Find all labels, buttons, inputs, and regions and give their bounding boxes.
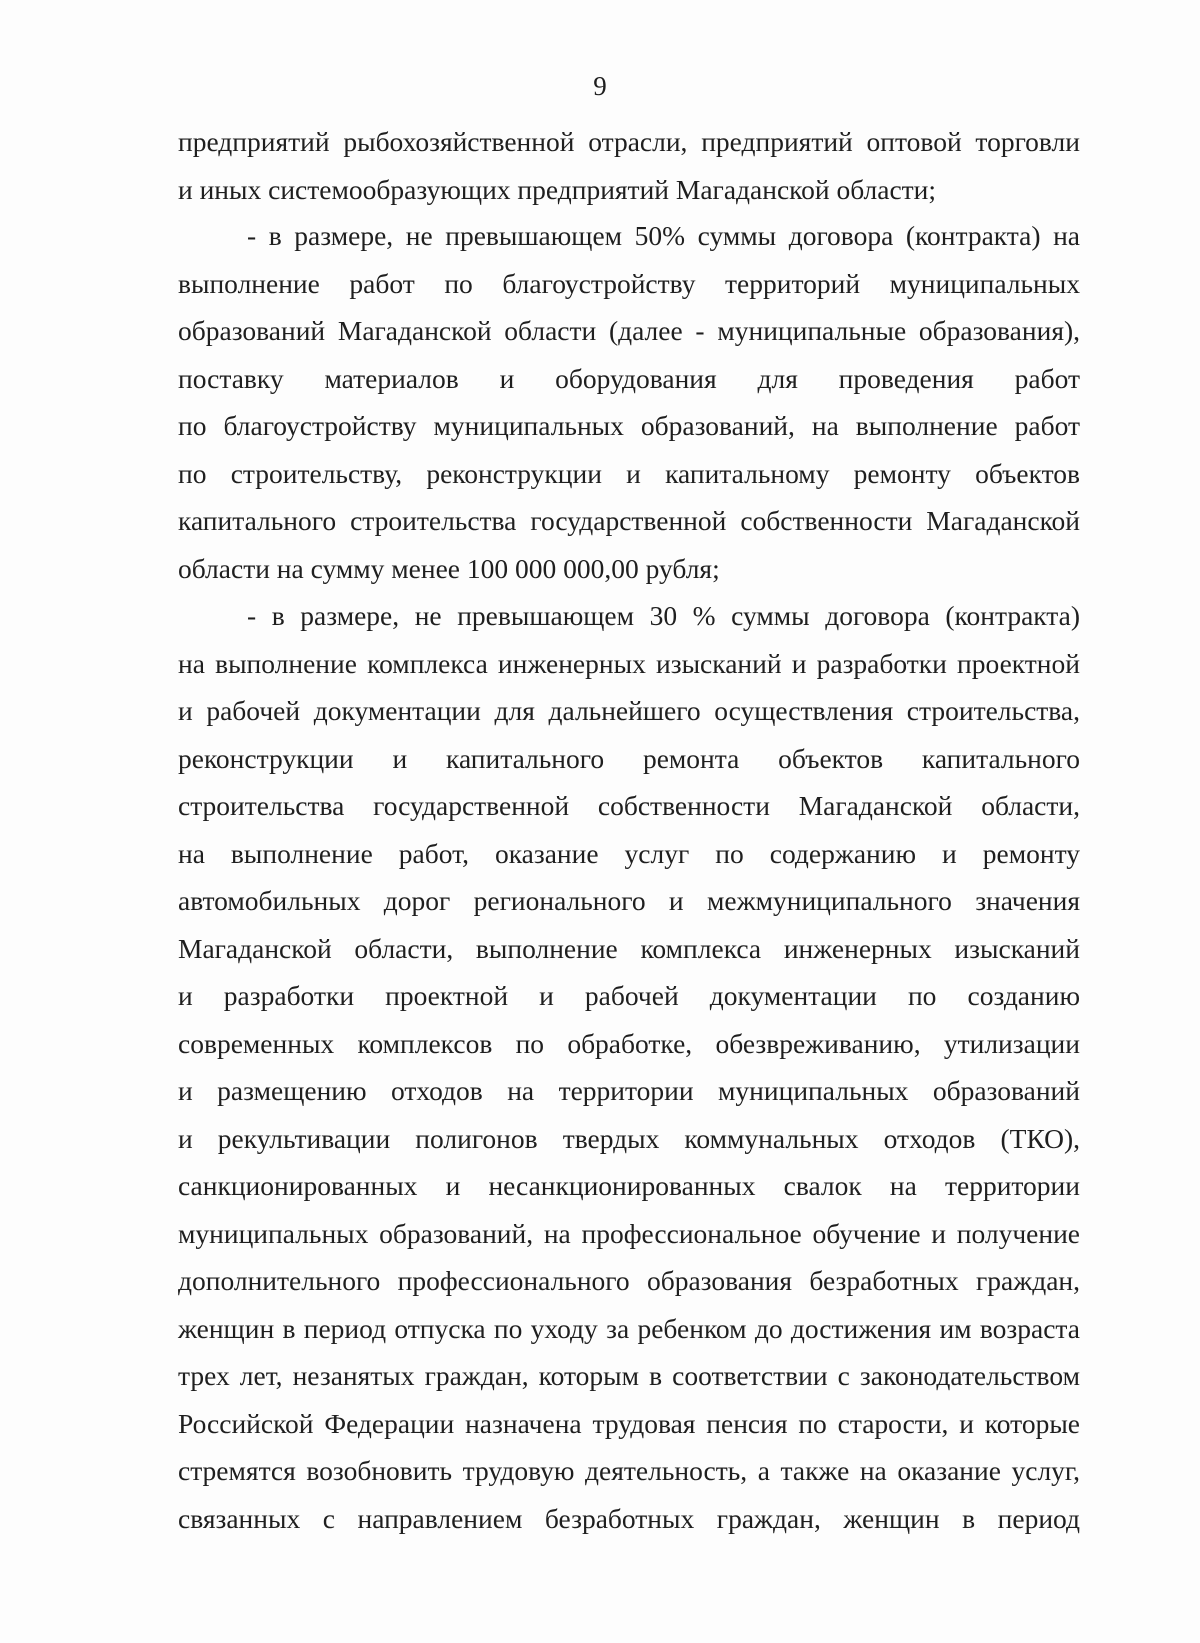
text-line: Российской Федерации назначена трудовая пенсия по старости, и которые (178, 1407, 1080, 1439)
text-line: капитального строительства государственной собственности Магаданской (178, 505, 1080, 536)
text-line: дополнительного профессионального образования безработных граждан, (178, 1265, 1080, 1296)
text-line: реконструкции и капитального ремонта объектов капитального (178, 742, 1080, 774)
text-line: образований Магаданской области (далее - муниципальные образования), (178, 315, 1080, 346)
text-line: современных комплексов по обработке, обезвреживанию, утилизации (178, 1027, 1080, 1059)
text-line: предприятий рыбохозяйственной отрасли, предприятий оптовой торговли (178, 126, 1080, 157)
paragraph-50-percent (178, 212, 1080, 592)
text-line: муниципальных образований, на профессиональное обучение и получение (178, 1217, 1080, 1249)
text-line: - в размере, не превышающем 50% суммы договора (контракта) на (247, 220, 1080, 251)
text-line: Магаданской области, выполнение комплекса инженерных изысканий (178, 932, 1080, 964)
text-line: - в размере, не превышающем 30 % суммы договора (контракта) (247, 600, 1080, 631)
text-line: стремятся возобновить трудовую деятельность, а также на оказание услуг, (178, 1455, 1080, 1486)
text-line: и разработки проектной и рабочей документации по созданию (178, 980, 1080, 1011)
text-line: автомобильных дорог регионального и межмуниципального значения (178, 885, 1080, 916)
text-line: по благоустройству муниципальных образований, на выполнение работ (178, 410, 1080, 441)
page-number: 9 (593, 71, 607, 101)
text-line: и рабочей документации для дальнейшего осуществления строительства, (178, 695, 1080, 726)
text-line: на выполнение работ, оказание услуг по содержанию и ремонту (178, 837, 1080, 869)
text-line: строительства государственной собственности Магаданской области, (178, 790, 1080, 821)
text-line: области на сумму менее 100 000 000,00 рубля; (178, 552, 720, 584)
text-line: трех лет, незанятых граждан, которым в соответствии с законодательством (178, 1360, 1080, 1391)
text-line: на выполнение комплекса инженерных изысканий и разработки проектной (178, 647, 1080, 679)
paragraph-30-percent (178, 592, 1080, 1542)
text-line: и иных системообразующих предприятий Магаданской области; (178, 173, 937, 205)
text-line: и размещению отходов на территории муниципальных образований (178, 1075, 1080, 1106)
text-line: по строительству, реконструкции и капитальному ремонту объектов (178, 457, 1080, 489)
text-line: женщин в период отпуска по уходу за ребенком до достижения им возраста (178, 1312, 1080, 1344)
text-line: и рекультивации полигонов твердых коммунальных отходов (ТКО), (178, 1122, 1080, 1154)
paragraph-continuation (178, 118, 1080, 213)
text-line: санкционированных и несанкционированных свалок на территории (178, 1170, 1080, 1201)
text-line: поставку материалов и оборудования для проведения работ (178, 362, 1080, 394)
text-line: связанных с направлением безработных граждан, женщин в период (178, 1502, 1080, 1534)
text-line: выполнение работ по благоустройству территорий муниципальных (178, 267, 1080, 299)
